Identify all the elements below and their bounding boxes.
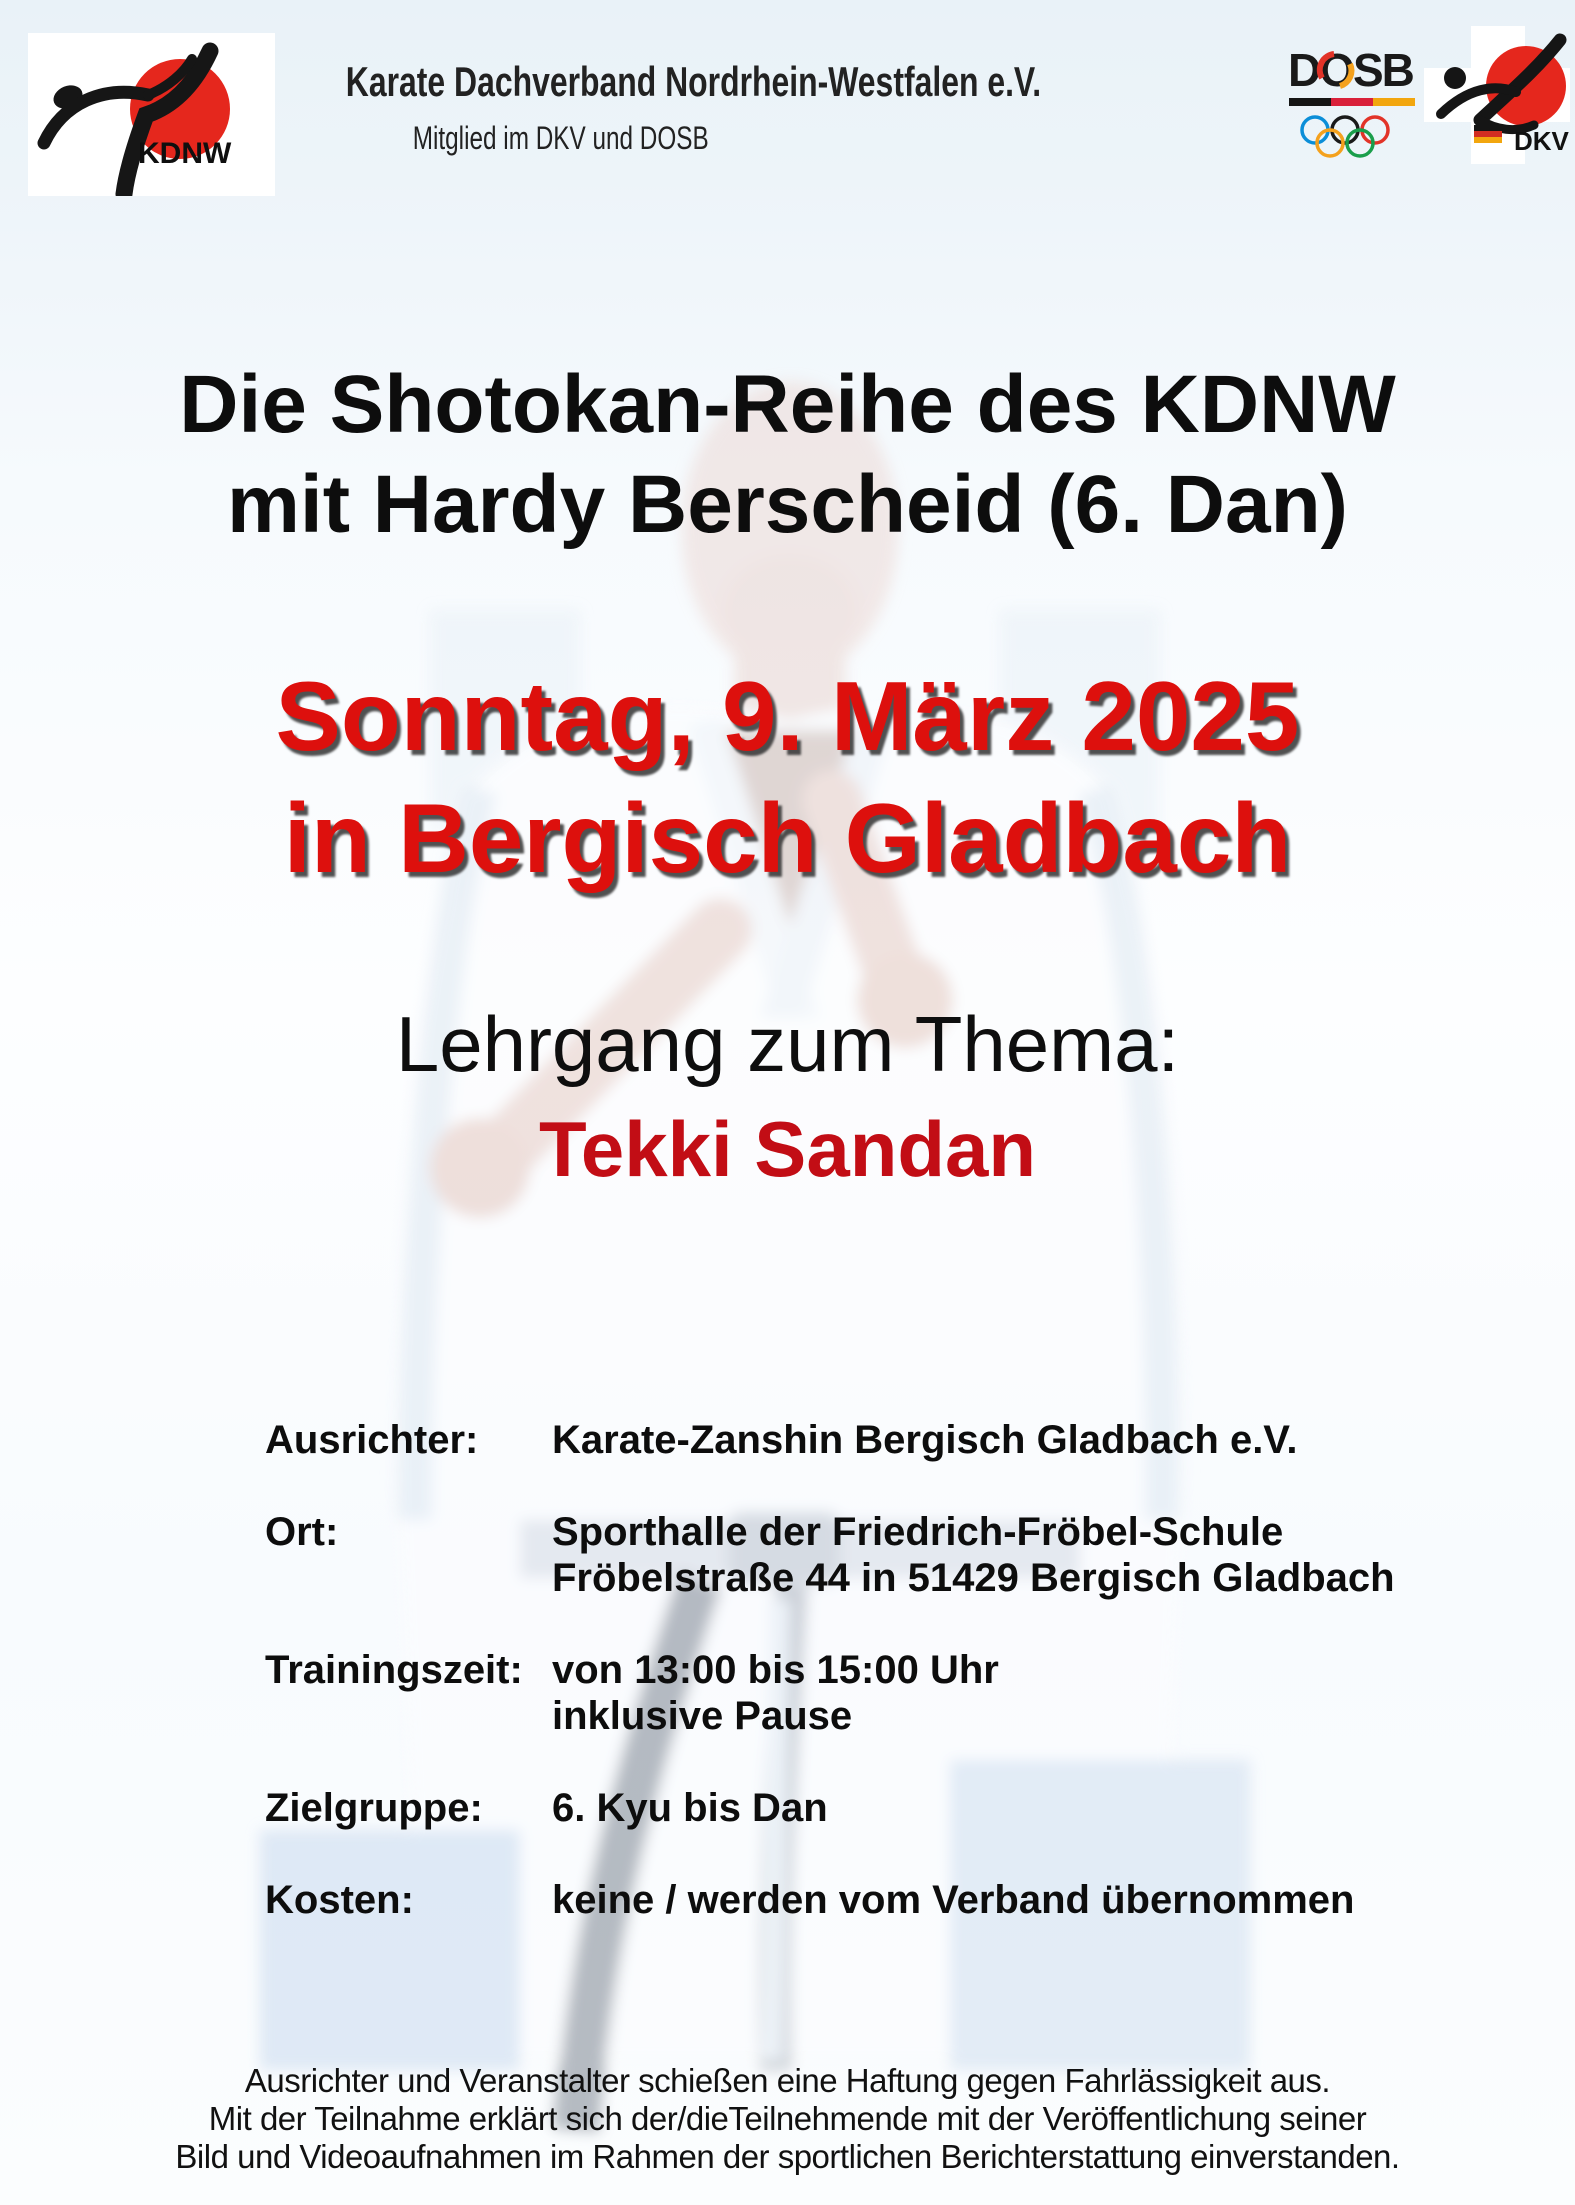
- detail-label: Zielgruppe:: [265, 1786, 483, 1830]
- date-line: Sonntag, 9. März 2025: [275, 661, 1300, 771]
- dosb-logo-text: DOSB: [1288, 48, 1413, 96]
- detail-value: von 13:00 bis 15:00 Uhr inklusive Pause: [552, 1648, 999, 1738]
- event-title: [0, 355, 1575, 555]
- topic-intro: Lehrgang zum Thema:: [395, 1000, 1180, 1088]
- detail-row-trainingszeit: [265, 1647, 1415, 1739]
- dkv-logo: [1424, 26, 1570, 164]
- dkv-logo-text: DKV: [1514, 126, 1569, 156]
- org-name: Karate Dachverband Nordrhein-Westfalen e.V.: [345, 58, 1042, 105]
- detail-value: Sporthalle der Friedrich-Fröbel-Schule Fröbelstraße 44 in 51429 Bergisch Gladbach: [552, 1510, 1395, 1600]
- event-title-line2: mit Hardy Berscheid (6. Dan): [227, 459, 1348, 550]
- detail-label: Kosten:: [265, 1878, 414, 1922]
- membership-line: Mitglied im DKV und DOSB: [413, 120, 709, 156]
- detail-row-zielgruppe: [265, 1785, 1415, 1831]
- detail-value: 6. Kyu bis Dan: [552, 1786, 828, 1830]
- event-details: [265, 1417, 1415, 1969]
- header-text: [236, 58, 1042, 157]
- detail-row-ort: [265, 1509, 1415, 1601]
- detail-value: keine / werden vom Verband übernommen: [552, 1878, 1355, 1922]
- dosb-logo: [1288, 48, 1418, 160]
- date-banner: [0, 655, 1575, 899]
- dkv-logo-icon: [1424, 26, 1570, 164]
- detail-label: Trainingszeit:: [265, 1648, 523, 1692]
- detail-value: Karate-Zanshin Bergisch Gladbach e.V.: [552, 1418, 1298, 1462]
- detail-row-ausrichter: [265, 1417, 1415, 1463]
- disclaimer-line2: Mit der Teilnahme erklärt sich der/dieTeilnehmende mit der Veröffentlichung seiner: [208, 2100, 1367, 2137]
- event-title-line1: Die Shotokan-Reihe des KDNW: [179, 359, 1396, 450]
- disclaimer: [0, 2062, 1575, 2176]
- detail-label: Ort:: [265, 1510, 339, 1554]
- dosb-logo-icon: [1288, 48, 1418, 160]
- detail-row-kosten: [265, 1877, 1415, 1923]
- disclaimer-line1: Ausrichter und Veranstalter schießen eine Haftung gegen Fahrlässigkeit aus.: [244, 2062, 1331, 2099]
- kdnw-logo-text: KDNW: [138, 137, 232, 170]
- disclaimer-line3: Bild und Videoaufnahmen im Rahmen der sportlichen Berichterstattung einverstanden.: [175, 2138, 1400, 2175]
- detail-label: Ausrichter:: [265, 1418, 479, 1462]
- topic-name: Tekki Sandan: [538, 1105, 1037, 1193]
- location-line: in Bergisch Gladbach: [283, 783, 1292, 893]
